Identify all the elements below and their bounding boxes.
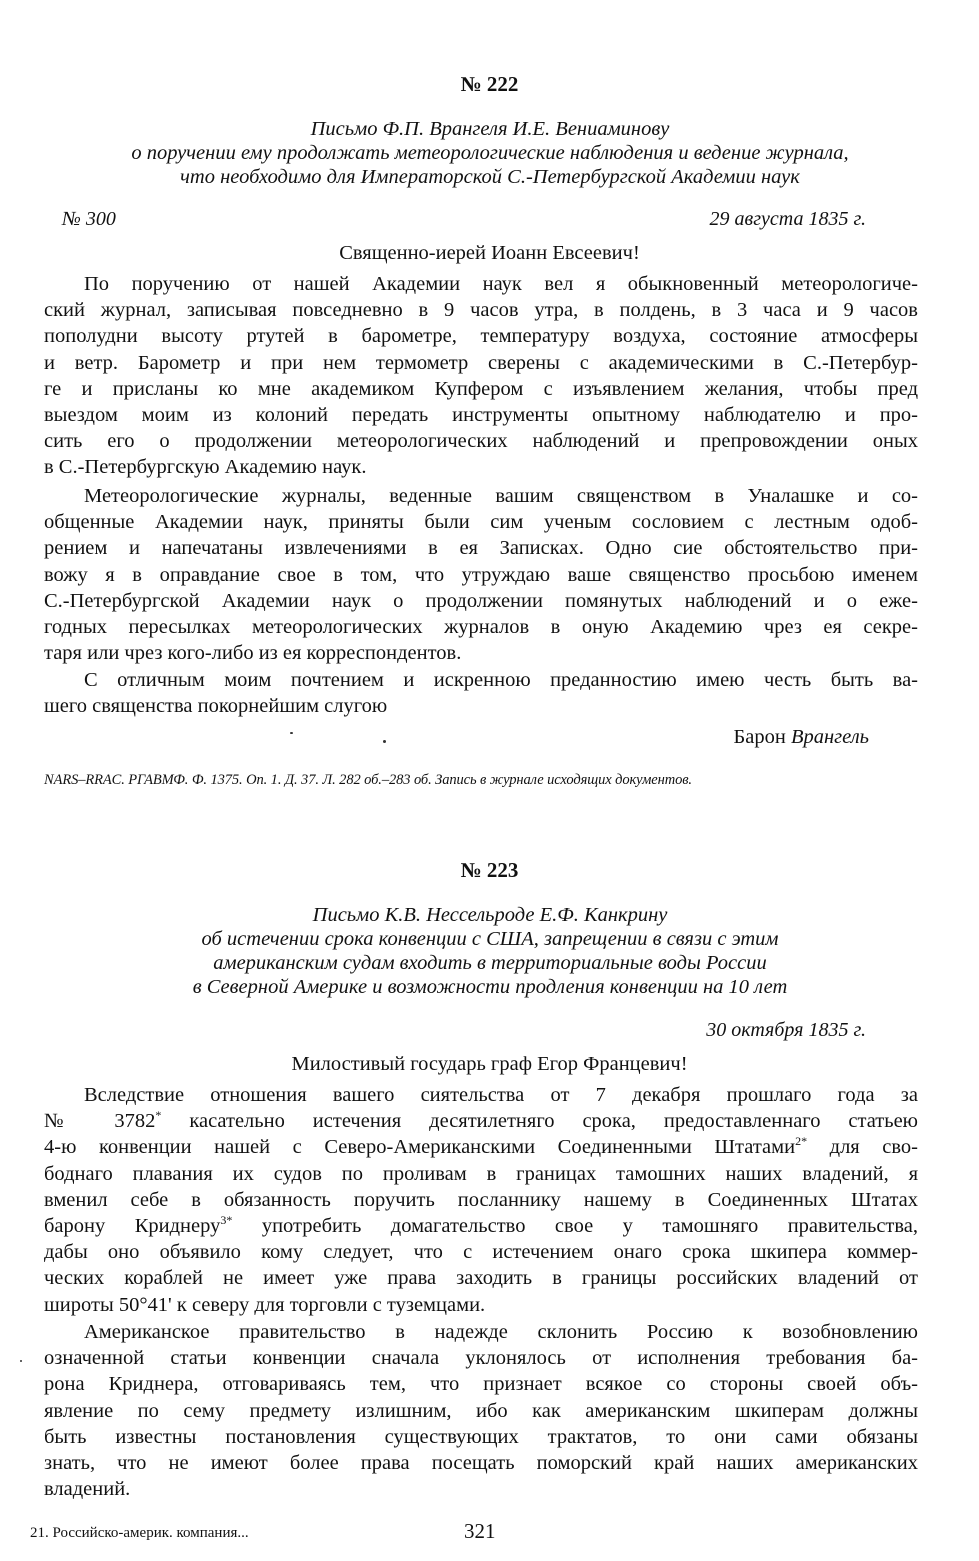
document-title <box>40 903 940 999</box>
text-line: боднаго плавания их судов по проливам в границах тамошних наших владений, я <box>44 1162 918 1185</box>
page-number: 321 <box>464 1519 496 1543</box>
text-line: в С.-Петербургскую Академию наук. <box>44 456 367 479</box>
paragraph <box>44 483 918 666</box>
scan-speck <box>383 740 386 743</box>
footnote-ref: * <box>155 1108 162 1123</box>
text-line: владений. <box>44 1478 131 1501</box>
document-number: № 222 <box>460 72 519 96</box>
text-line: годных пересылках метеорологических журналов в оную Академию чрез ея секре- <box>44 615 918 638</box>
text-line: ческих кораблей не имеет уже права заходить в границы российских владений от <box>44 1267 918 1290</box>
title-line: что необходимо для Императорской С.-Петербургской Академии наук <box>180 166 800 188</box>
text-line: По поручению от нашей Академии наук вел я обыкновенный метеорологиче- <box>84 273 918 295</box>
text-line: Метеорологические журналы, веденные вашим священством в Уналашке и со- <box>84 485 918 507</box>
signature-name: Врангель <box>790 726 869 748</box>
paragraph <box>44 271 918 481</box>
text-segment: барону Криднеру <box>44 1214 221 1237</box>
text-line: широты 50°41' к северу для торговли с туземцами. <box>44 1293 486 1316</box>
text-line <box>44 1213 918 1239</box>
text-line <box>44 1108 918 1134</box>
title-line: об истечении срока конвенции с США, запрещении в связи с этим <box>201 928 779 950</box>
text-line: общенные Академии наук, приняты были сим ученым сословием с лестным одоб- <box>44 511 918 534</box>
text-segment: 4-ю конвенции нашей с Северо-Американскими Соединенными Штатами <box>44 1136 796 1159</box>
signature <box>733 726 869 749</box>
text-line <box>44 1134 918 1160</box>
document-date: 30 октября 1835 г. <box>706 1019 866 1041</box>
footnote-ref: 2* <box>795 1134 808 1149</box>
text-line: дабы оно объявило кому следует, что с истечением онаго срока шкипера коммер- <box>44 1241 918 1264</box>
text-line: С отличным моим почтением и искренною преданностию имею честь быть ва- <box>84 669 918 691</box>
title-line: в Северной Америке и возможности продления конвенции на 10 лет <box>192 976 788 998</box>
salutation: Священно-иерей Иоанн Евсеевич! <box>339 242 640 264</box>
text-line: вменил себе в обязанность поручить посланнику нашему в Соединенных Штатах <box>44 1188 918 1211</box>
document-date: 29 августа 1835 г. <box>709 208 866 230</box>
text-segment: № 3782 <box>44 1110 156 1133</box>
text-line: С.-Петербургской Академии наук о продолжении помянутых наблюдений и о еже- <box>44 589 918 612</box>
signature-mark: 21. Российско-америк. компания... <box>30 1525 249 1541</box>
text-line: быть известны постановления существующих трактатов, то они сами обязаны <box>44 1425 918 1448</box>
text-line: таря или чрез кого-либо из ея корреспондентов. <box>44 642 462 665</box>
signature-title: Барон <box>733 726 786 748</box>
text-line: ге и присланы ко мне академиком Купфером с изъявлением желания, чтобы пред <box>44 377 918 400</box>
text-segment: употребить домагательство свое у тамошняго правительства, <box>232 1214 919 1237</box>
text-line: ский журнал, записывая повседневно в 9 часов утра, в полдень, в 3 часа и 9 часов <box>44 299 918 322</box>
text-line: рона Криднера, отговариваясь тем, что признает всякое со стороны своей объ- <box>44 1373 918 1396</box>
paragraph <box>44 1082 918 1318</box>
outgoing-number: № 300 <box>62 208 116 230</box>
text-line: сить его о продолжении метеорологических наблюдений и препровождении оных <box>44 430 918 453</box>
text-line: знать, что не имеют более права посещать поморский край наших американских <box>44 1451 918 1474</box>
text-line: Вследствие отношения вашего сиятельства от 7 декабря прошлаго года за <box>84 1084 918 1106</box>
text-line: рением и напечатаны извлечениями в ея Записках. Одно сие обстоятельство при- <box>44 537 918 560</box>
title-line: о поручении ему продолжать метеорологические наблюдения и ведение журнала, <box>131 142 849 164</box>
text-line: выездом моим из колоний передать инструменты опытному наблюдателю и про- <box>44 403 918 426</box>
title-line: Письмо К.В. Нессельроде Е.Ф. Канкрину <box>312 904 668 926</box>
paragraph <box>44 667 918 719</box>
scan-speck <box>290 732 293 734</box>
text-line: шего священства покорнейшим слугою <box>44 695 388 718</box>
text-line: вожу я в оправдание свое в том, что утруждаю ваше священство просьбою именем <box>44 563 918 586</box>
text-segment: для сво- <box>807 1136 918 1159</box>
footnote-ref: 3* <box>220 1213 233 1228</box>
archival-source: NARS–RRAC. РГАВМФ. Ф. 1375. Оп. 1. Д. 37. Л. 282 об.–283 об. Запись в журнале исходящих документов. <box>44 772 692 788</box>
text-line: явление по сему предмету излишним, ибо как американским шкиперам должны <box>44 1399 918 1422</box>
text-segment: касательно истечения десятилетняго срока, предоставленнаго статьею <box>161 1110 918 1133</box>
salutation: Милостивый государь граф Егор Францевич! <box>291 1053 688 1075</box>
scan-speck <box>20 1360 22 1362</box>
paragraph <box>44 1319 918 1502</box>
document-title <box>40 117 940 189</box>
text-line: означенной статьи конвенции сначала уклонялось от исполнения требования ба- <box>44 1347 918 1370</box>
title-line: Письмо Ф.П. Врангеля И.Е. Вениаминову <box>310 118 670 140</box>
text-line: пополудни высоту ртутей в барометре, температуру воздуха, состояние атмосферы <box>44 325 918 348</box>
document-number: № 223 <box>460 858 519 882</box>
text-line: и ветр. Барометр и при нем термометр сверены с академическими в С.-Петербур- <box>44 351 918 374</box>
title-line: американским судам входить в территориальные воды России <box>213 952 767 974</box>
text-line: Американское правительство в надежде склонить Россию к возобновлению <box>84 1321 918 1343</box>
